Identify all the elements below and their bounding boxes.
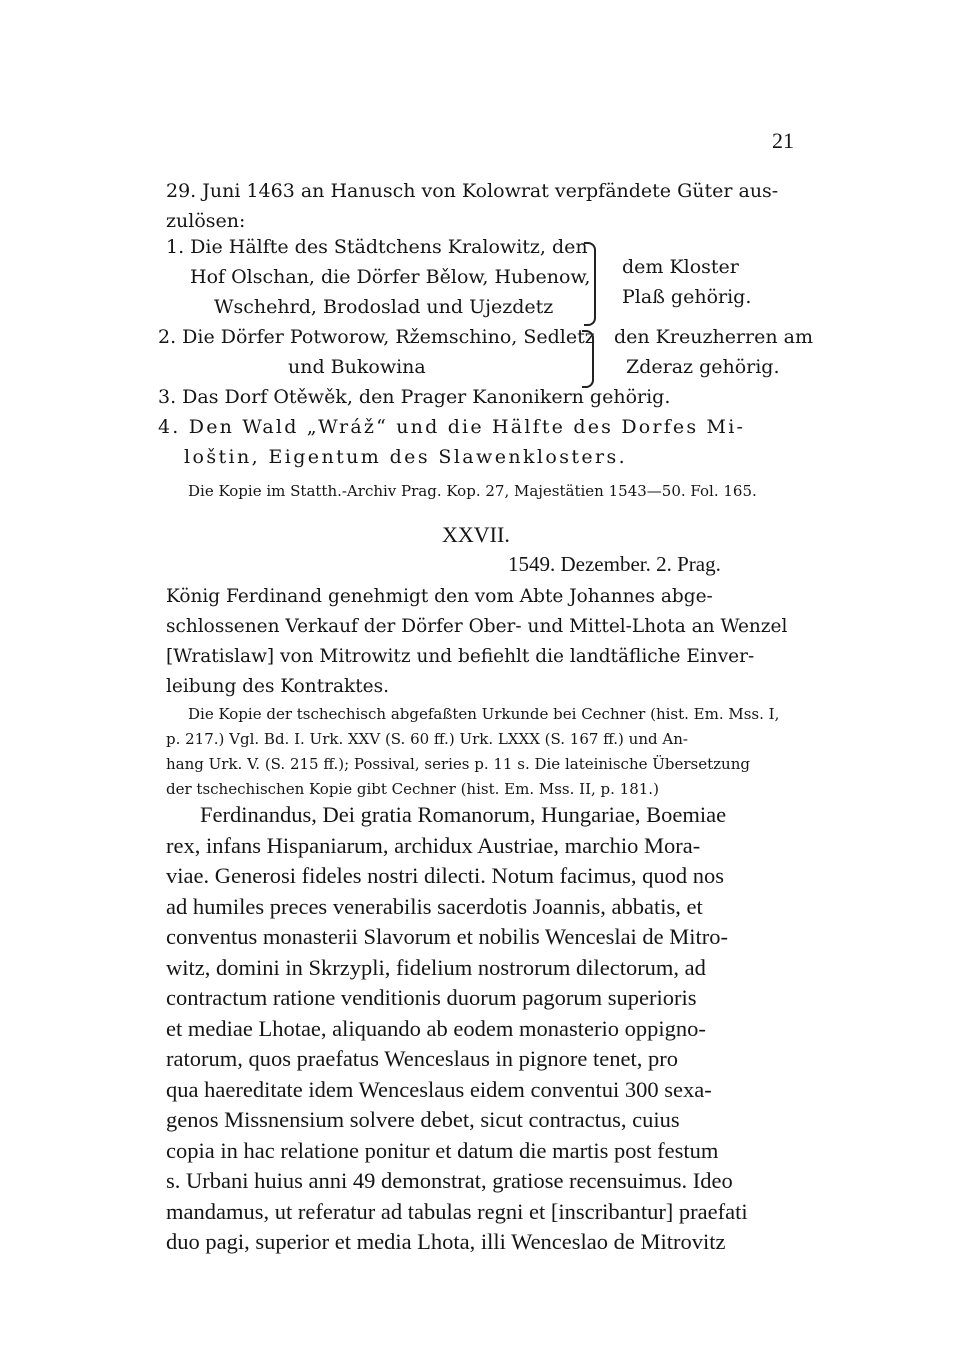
item-2-line-1: 2. Die Dörfer Potworow, Ržemschino, Sedletz: [158, 326, 595, 348]
summary-line: [Wratislaw] von Mitrowitz und befiehlt die landtäfliche Einver-: [166, 646, 755, 667]
item-2-line-2: und Bukowina: [288, 356, 426, 378]
item-3: 3. Das Dorf Otěwěk, den Prager Kanonikern gehörig.: [158, 386, 671, 408]
summary-line: leibung des Kontraktes.: [166, 676, 389, 697]
latin-line: mandamus, ut referatur ad tabulas regni et [inscribantur] praefati: [166, 1198, 748, 1224]
intro-block: [166, 176, 806, 236]
latin-line: genos Missnensium solvere debet, sicut contractus, cuius: [166, 1107, 680, 1132]
latin-line: et mediae Lhotae, aliquando ab eodem monasterio oppigno-: [166, 1015, 706, 1041]
item-2-side-2: Zderaz gehörig.: [626, 356, 780, 378]
brace-item-2: [582, 330, 594, 388]
summary-line: schlossenen Verkauf der Dörfer Ober- und Mittel-Lhota an Wenzel: [166, 616, 788, 637]
latin-text: [166, 800, 794, 1258]
latin-line: ratorum, quos praefatus Wenceslaus in pignore tenet, pro: [166, 1046, 678, 1071]
notes-line: der tschechischen Kopie gibt Cechner (hist. Em. Mss. II, p. 181.): [166, 780, 659, 798]
item-1-side-2: Plaß gehörig.: [622, 286, 752, 308]
summary-block: [166, 582, 798, 702]
item-4-line-1: 4. Den Wald „Wráž“ und die Hälfte des Dorfes Mi-: [158, 416, 746, 438]
latin-line: viae. Generosi fideles nostri dilecti. Notum facimus, quod nos: [166, 863, 725, 888]
item-1-line-1: 1. Die Hälfte des Städtchens Kralowitz, den: [166, 236, 588, 258]
latin-line: witz, domini in Skrzypli, fidelium nostrorum dilectorum, ad: [166, 954, 706, 980]
intro-line: 29. Juni 1463 an Hanusch von Kolowrat verpfändete Güter aus-: [166, 180, 779, 202]
notes-line: p. 217.) Vgl. Bd. I. Urk. XXV (S. 60 ff.) Urk. LXXX (S. 167 ff.) und An-: [166, 730, 688, 748]
item-1-line-3: Wschehrd, Brodoslad und Ujezdetz: [214, 296, 554, 318]
notes-line: hang Urk. V. (S. 215 ff.); Possival, series p. 11 s. Die lateinische Übersetzung: [166, 755, 750, 773]
item-1-side-1: dem Kloster: [622, 256, 739, 278]
summary-line: König Ferdinand genehmigt den vom Abte Johannes abge-: [166, 586, 713, 607]
latin-line: copia in hac relatione ponitur et datum die martis post festum: [166, 1137, 719, 1163]
section-dateline: 1549. Dezember. 2. Prag.: [508, 552, 721, 576]
latin-line: conventus monasterii Slavorum et nobilis Wenceslai de Mitro-: [166, 924, 729, 949]
item-4-line-2: loštin, Eigentum des Slawenklosters.: [184, 446, 628, 468]
intro-line: zulösen:: [166, 210, 246, 232]
notes-block: [166, 702, 798, 802]
latin-line: ad humiles preces venerabilis sacerdotis Joannis, abbatis, et: [166, 893, 703, 919]
page-number: 21: [772, 128, 794, 153]
brace-item-1: [584, 242, 596, 326]
latin-line: qua haereditate idem Wenceslaus eidem conventui 300 sexa-: [166, 1076, 712, 1102]
item-2-side-1: den Kreuzherren am: [614, 326, 813, 348]
section-number: XXVII.: [442, 522, 510, 547]
latin-line: contractum ratione venditionis duorum pagorum superioris: [166, 985, 697, 1010]
latin-line: duo pagi, superior et media Lhota, illi Wenceslao de Mitrovitz: [166, 1229, 726, 1254]
notes-line: Die Kopie der tschechisch abgefaßten Urkunde bei Cechner (hist. Em. Mss. I,: [188, 705, 780, 723]
latin-line: s. Urbani huius anni 49 demonstrat, gratiose recensuimus. Ideo: [166, 1168, 733, 1193]
latin-line: rex, infans Hispaniarum, archidux Austriae, marchio Mora-: [166, 832, 701, 858]
latin-line: Ferdinandus, Dei gratia Romanorum, Hungariae, Boemiae: [200, 802, 727, 827]
source-note: Die Kopie im Statth.-Archiv Prag. Kop. 27, Majestätien 1543—50. Fol. 165.: [188, 482, 757, 500]
item-1-line-2: Hof Olschan, die Dörfer Bělow, Hubenow,: [190, 266, 591, 288]
